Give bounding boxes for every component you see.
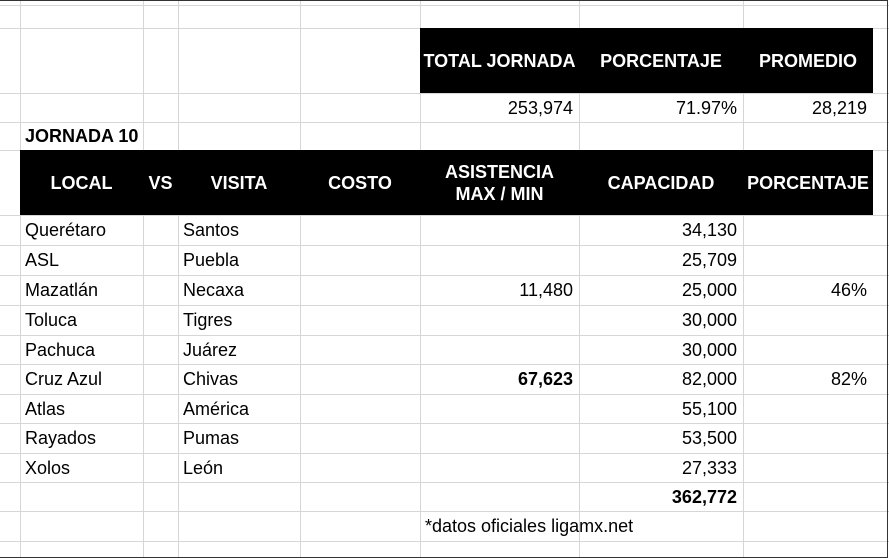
summary-header-porcentaje: PORCENTAJE <box>600 50 722 71</box>
row-capacidad: 25,709 <box>681 250 737 270</box>
row-asistencia <box>420 423 579 453</box>
header-porcentaje: PORCENTAJE <box>747 172 869 193</box>
row-porcentaje <box>743 215 873 245</box>
row-asistencia <box>420 335 579 364</box>
row-visita: Necaxa <box>183 280 245 300</box>
row-local: Atlas <box>25 398 66 419</box>
summary-header-promedio: PROMEDIO <box>758 50 857 71</box>
row-local: Mazatlán <box>25 280 99 300</box>
row-porcentaje: 46% <box>830 280 867 300</box>
row-local: Pachuca <box>25 339 96 360</box>
row-porcentaje <box>743 305 873 335</box>
row-local: Rayados <box>25 428 97 448</box>
row-capacidad: 55,100 <box>681 398 737 419</box>
row-asistencia <box>420 305 579 335</box>
row-asistencia <box>420 245 579 275</box>
row-visita: Puebla <box>183 250 240 270</box>
row-local: Querétaro <box>25 220 107 240</box>
row-capacidad: 25,000 <box>681 280 737 300</box>
row-porcentaje <box>743 453 873 482</box>
row-visita: Santos <box>183 220 240 240</box>
summary-total-value: 253,974 <box>507 97 573 118</box>
row-local: ASL <box>25 250 60 270</box>
row-asistencia <box>420 215 579 245</box>
row-capacidad: 30,000 <box>681 310 737 330</box>
row-visita: América <box>183 398 250 419</box>
row-porcentaje <box>743 423 873 453</box>
summary-promedio-value: 28,219 <box>811 97 867 118</box>
row-capacidad: 34,130 <box>681 220 737 240</box>
row-porcentaje <box>743 394 873 423</box>
row-asistencia: 67,623 <box>517 369 573 389</box>
header-capacidad: CAPACIDAD <box>607 172 715 193</box>
row-porcentaje <box>743 245 873 275</box>
summary-header-total: TOTAL JORNADA <box>423 50 576 71</box>
row-visita: León <box>183 457 224 478</box>
row-capacidad: 82,000 <box>681 369 737 389</box>
row-asistencia: 11,480 <box>519 280 573 300</box>
summary-porcentaje-value: 71.97% <box>675 97 737 118</box>
row-local: Xolos <box>25 457 71 478</box>
header-costo: COSTO <box>328 172 392 193</box>
row-porcentaje <box>743 335 873 364</box>
header-asistencia: ASISTENCIA MAX / MIN <box>444 161 554 204</box>
row-asistencia <box>420 453 579 482</box>
row-visita: Pumas <box>183 428 240 448</box>
row-local: Toluca <box>25 310 78 330</box>
header-visita: VISITA <box>210 172 268 193</box>
row-capacidad: 27,333 <box>681 457 737 478</box>
row-visita: Tigres <box>183 310 233 330</box>
row-capacidad: 53,500 <box>681 428 737 448</box>
capacidad-total: 362,772 <box>671 486 737 507</box>
row-asistencia <box>420 394 579 423</box>
row-local: Cruz Azul <box>25 369 103 389</box>
footnote: *datos oficiales ligamx.net <box>425 516 634 536</box>
header-local: LOCAL <box>50 172 113 193</box>
row-visita: Juárez <box>183 339 238 360</box>
jornada-label: JORNADA 10 <box>25 126 139 146</box>
header-vs: VS <box>148 172 173 193</box>
row-visita: Chivas <box>183 369 239 389</box>
row-capacidad: 30,000 <box>681 339 737 360</box>
row-porcentaje: 82% <box>830 369 867 389</box>
